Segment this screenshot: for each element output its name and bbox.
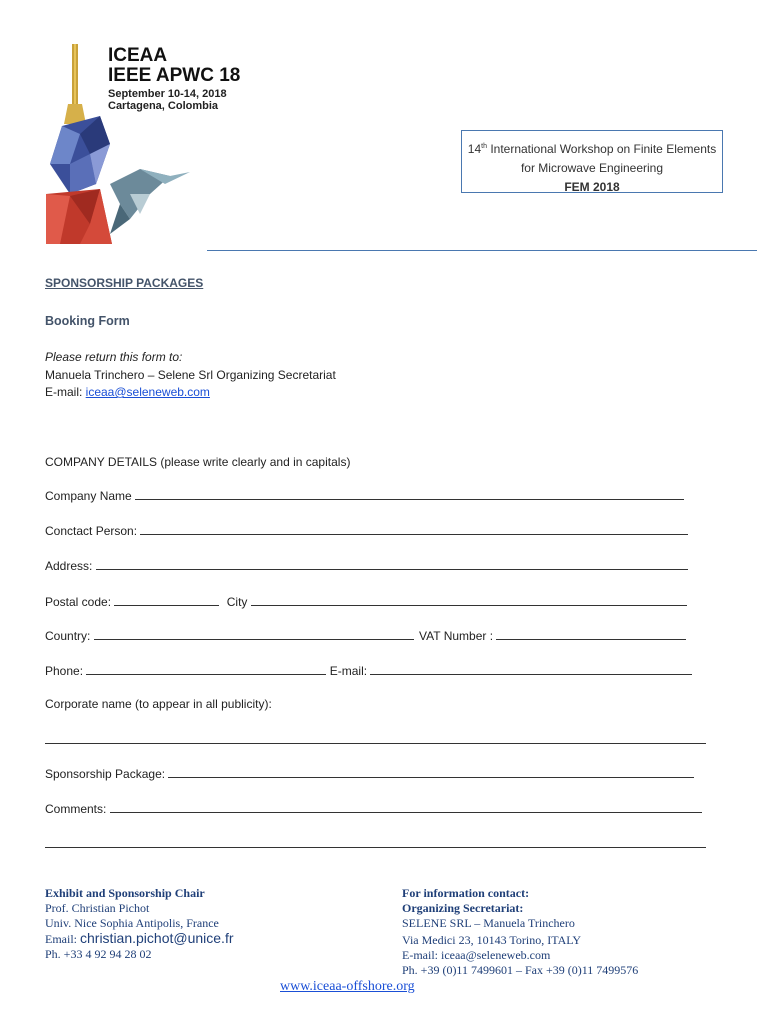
secretariat-address: Via Medici 23, 10143 Torino, ITALY: [402, 933, 582, 947]
workshop-acronym: FEM 2018: [564, 180, 620, 194]
logo-subtitle: IEEE APWC 18: [108, 65, 241, 86]
country-field[interactable]: [94, 628, 414, 640]
footer-secretariat: [402, 886, 638, 978]
website-link[interactable]: www.iceaa-offshore.org: [280, 979, 415, 994]
comments-field-continued[interactable]: [45, 836, 706, 848]
return-contact: Manuela Trinchero – Selene Srl Organizing Secretariat: [45, 368, 336, 382]
chair-title: Exhibit and Sponsorship Chair: [45, 886, 205, 900]
comments-row: [45, 801, 702, 816]
comments-label: Comments:: [45, 802, 107, 816]
secretariat-company: SELENE SRL – Manuela Trinchero: [402, 916, 575, 930]
workshop-info-box: [461, 130, 723, 193]
chair-email-label: Email:: [45, 932, 80, 946]
phone-field[interactable]: [86, 663, 326, 675]
return-email-label: E-mail:: [45, 385, 86, 399]
secretariat-title: Organizing Secretariat:: [402, 901, 524, 915]
contact-person-field[interactable]: [140, 523, 688, 535]
postal-code-label: Postal code:: [45, 595, 112, 609]
logo-dates: September 10-14, 2018: [108, 88, 227, 100]
workshop-line-1: [462, 137, 722, 159]
sponsorship-package-row: [45, 766, 694, 781]
workshop-ordinal: th: [481, 143, 487, 150]
chair-email[interactable]: christian.pichot@unice.fr: [80, 930, 234, 946]
company-name-row: [45, 488, 684, 503]
address-row: [45, 558, 688, 573]
contact-title: For information contact:: [402, 886, 530, 900]
corporate-name-line-row: [45, 732, 706, 747]
contact-person-label: Conctact Person:: [45, 524, 138, 538]
phone-label: Phone:: [45, 664, 84, 678]
address-field[interactable]: [96, 558, 688, 570]
secretariat-email[interactable]: E-mail: iceaa@seleneweb.com: [402, 948, 551, 962]
workshop-number: 14: [467, 142, 482, 156]
return-email-link[interactable]: iceaa@seleneweb.com: [85, 385, 210, 399]
postal-code-field[interactable]: [114, 594, 219, 606]
section-title: SPONSORSHIP PACKAGES: [45, 276, 204, 290]
header-divider: [207, 250, 757, 251]
chair-email-line: [45, 931, 234, 947]
vat-number-label: VAT Number :: [419, 629, 494, 643]
country-vat-row: [45, 628, 686, 643]
vat-number-field[interactable]: [496, 628, 686, 640]
corporate-name-field[interactable]: [45, 732, 706, 744]
company-name-label: Company Name: [45, 489, 132, 503]
chair-name: Prof. Christian Pichot: [45, 901, 150, 915]
corporate-name-label: Corporate name (to appear in all publicity):: [45, 697, 272, 711]
chair-affiliation: Univ. Nice Sophia Antipolis, France: [45, 916, 219, 930]
city-field[interactable]: [251, 594, 687, 606]
footer-chair: [45, 886, 234, 962]
comments-line-row: [45, 836, 706, 851]
secretariat-phone: Ph. +39 (0)11 7499601 – Fax +39 (0)11 7499576: [402, 963, 639, 977]
phone-email-row: [45, 663, 692, 678]
workshop-name: International Workshop on Finite Elements: [486, 142, 717, 156]
sponsorship-package-label: Sponsorship Package:: [45, 767, 166, 781]
comments-field[interactable]: [110, 801, 702, 813]
logo-title: ICEAA: [108, 45, 168, 66]
corporate-name-row: [45, 697, 272, 711]
form-title: Booking Form: [45, 314, 130, 328]
company-name-field[interactable]: [135, 488, 684, 500]
email-field[interactable]: [370, 663, 692, 675]
return-email-line: [45, 385, 210, 399]
address-label: Address:: [45, 559, 93, 573]
workshop-line-2: for Microwave Engineering: [520, 161, 664, 175]
postal-city-row: [45, 594, 687, 609]
logo-location: Cartagena, Colombia: [108, 100, 219, 112]
chair-phone: Ph. +33 4 92 94 28 02: [45, 947, 152, 961]
company-details-heading: COMPANY DETAILS (please write clearly and in capitals): [45, 455, 351, 469]
sponsorship-package-field[interactable]: [168, 766, 694, 778]
return-intro: Please return this form to:: [45, 350, 183, 364]
email-label: E-mail:: [329, 664, 368, 678]
city-label: City: [226, 595, 248, 609]
country-label: Country:: [45, 629, 91, 643]
logo-text: [108, 46, 240, 112]
contact-person-row: [45, 523, 688, 538]
